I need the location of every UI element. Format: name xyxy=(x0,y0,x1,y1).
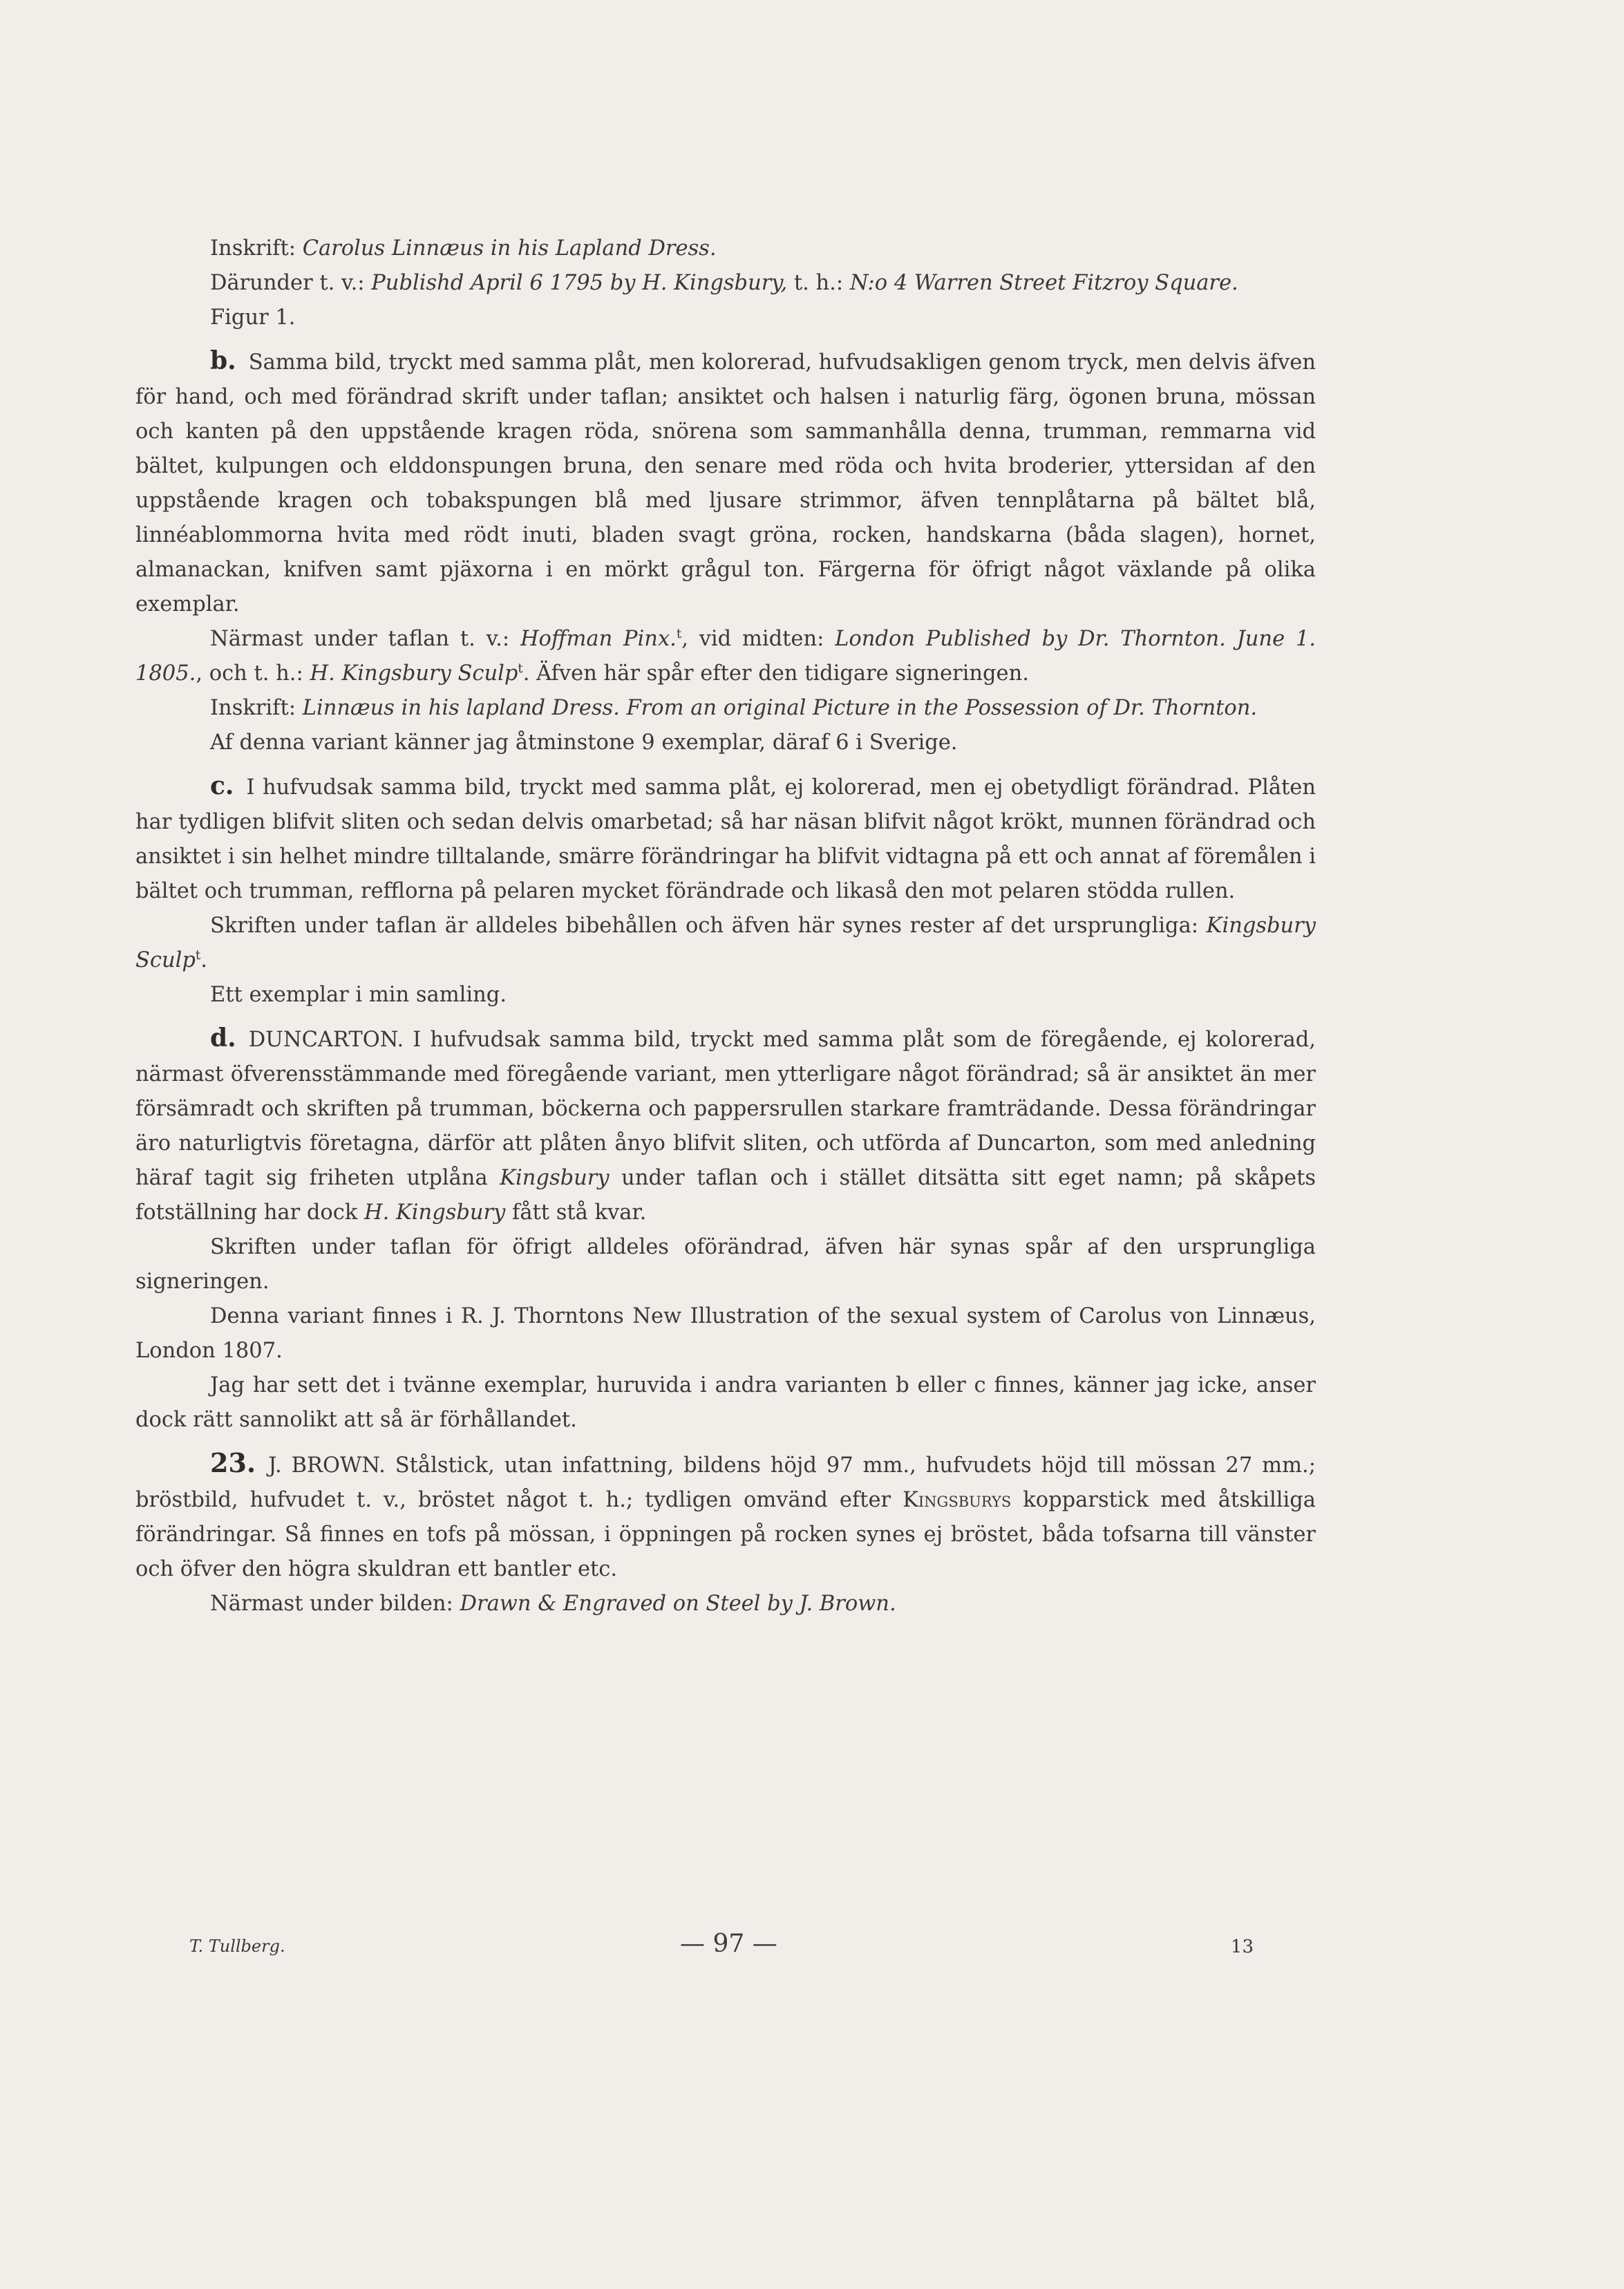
inscription-paragraph xyxy=(135,232,1316,266)
italic-text: Publishd April 6 1795 by H. Kingsbury, xyxy=(371,271,788,295)
section-heading: b. xyxy=(210,346,236,375)
text-span: . Äfven här spår efter den tidigare signeringen. xyxy=(522,661,1029,686)
italic-text: H. Kingsbury xyxy=(364,1200,506,1225)
collection-note: Ett exemplar i min samling. xyxy=(210,983,507,1007)
smallcaps-text: Kingsburys xyxy=(903,1488,1012,1512)
section-heading: c. xyxy=(210,771,234,800)
publisher-paragraph xyxy=(135,266,1316,301)
text-span: , vid midten: xyxy=(681,627,835,651)
page-body xyxy=(135,232,1316,1621)
text-span: I hufvudsak samma bild, tryckt med samma plåt, ej kolorerad, men ej obetydligt förändrad. Plåten har tydligen blifvit sliten och sedan delvis omarbetad; så har näsan blifvit något krökt, munnen förändrad och ansiktet i sin helhet mindre tilltalande, smärre förändringar ha blifvit vidtagna på ett och annat af föremålen i bältet och trumman, refflorna på pelaren mycket förändrade och likaså den mot pelaren stödda rullen. xyxy=(135,775,1316,903)
entry-number: 23. xyxy=(210,1447,256,1478)
italic-text: Hoffman Pinx. xyxy=(520,627,677,651)
page-footer xyxy=(189,1930,1254,1964)
italic-text: Linnæus in his lapland Dress. From an original Picture in the Possession of Dr. Thornton. xyxy=(302,696,1258,720)
superscript: t xyxy=(518,661,523,676)
text-span: under taflan och i stället ditsätta sitt eget namn; på skåpets fotställning har dock xyxy=(135,1166,1316,1225)
entry-23-paragraph xyxy=(135,1446,1316,1587)
text-span: Närmast under taflan t. v.: xyxy=(210,627,520,651)
text-span: Skriften under taflan är alldeles bibehållen och äfven här synes rester af det ursprungliga: xyxy=(210,914,1207,938)
figure-reference: Figur 1. xyxy=(210,305,296,330)
italic-text: N:o 4 Warren Street Fitzroy Square. xyxy=(849,271,1238,295)
signature-paragraph xyxy=(135,622,1316,691)
printer-name: T. Tullberg. xyxy=(189,1937,285,1956)
script-remnant-paragraph xyxy=(135,909,1316,978)
signature-mark: 13 xyxy=(1230,1937,1254,1957)
text-span: Närmast under bilden: xyxy=(210,1592,460,1616)
superscript: t xyxy=(676,626,682,641)
italic-text: H. Kingsbury Sculp xyxy=(310,661,518,686)
variant-b-paragraph xyxy=(135,343,1316,622)
italic-text: Drawn & Engraved on Steel by J. Brown. xyxy=(460,1592,896,1616)
text-span: . xyxy=(200,948,207,972)
page-number: — 97 — xyxy=(680,1930,777,1958)
text-span: , och t. h.: xyxy=(196,661,310,686)
text-span: Inskrift: xyxy=(210,696,303,720)
italic-text: Kingsbury Sculp xyxy=(135,914,1316,972)
italic-text: London Published by Dr. Thornton. June 1. 1805. xyxy=(135,627,1316,686)
variant-d-paragraph xyxy=(135,1021,1316,1230)
text-span: kopparstick med åtskilliga förändringar. Så finnes en tofs på mössan, i öppningen på rocken synes ej bröstet, båda tofsarna till vänster och öfver den högra skuldran ett bantler etc. xyxy=(135,1488,1316,1581)
script-paragraph: Skriften under taflan för öfrigt alldeles oförändrad, äfven här synas spår af den ursprungliga signeringen. xyxy=(135,1235,1316,1294)
text-span: Inskrift: xyxy=(210,236,303,261)
exemplar-note: Jag har sett det i tvänne exemplar, huruvida i andra varianten b eller c finnes, känner jag icke, anser dock rätt sannolikt att så är förhållandet. xyxy=(135,1373,1316,1432)
text-span: t. h.: xyxy=(787,271,850,295)
text-span: J. BROWN. Stålstick, utan infattning, bildens höjd 97 mm., hufvudets höjd till mössan 27 mm.; bröstbild, hufvudet t. v., bröstet något t. h.; tydligen omvänd efter xyxy=(135,1453,1316,1512)
superscript: t xyxy=(195,948,201,963)
text-span: Därunder t. v.: xyxy=(210,271,372,295)
variant-c-paragraph xyxy=(135,769,1316,909)
section-heading: d. xyxy=(210,1024,236,1053)
text-span: DUNCARTON. I hufvudsak samma bild, tryckt med samma plåt som de föregående, ej kolorerad, närmast öfverensstämmande med föregående variant, men ytterligare något förändrad; så är ansiktet än mer försämradt och skriften på trumman, böckerna och pappersrullen starkare framträdande. Dessa förändringar äro naturligtvis företagna, därför att plåten ånyo blifvit sliten, och utförda af Duncarton, som med anledning häraf tagit sig friheten utplåna xyxy=(135,1028,1316,1190)
italic-text: Carolus Linnæus in his Lapland Dress. xyxy=(302,236,717,261)
text-span: Samma bild, tryckt med samma plåt, men kolorerad, hufvudsakligen genom tryck, men delvis äfven för hand, och med förändrad skrift under taflan; ansiktet och halsen i naturlig färg, ögonen bruna, mössan och kanten på den uppstående kragen röda, snörena som sammanhålla denna, trumman, remmarna vid bältet, kulpungen och elddonspungen bruna, den senare med röda och hvita broderier, yttersidan af den uppstående kragen och tobakspungen blå med ljusare strimmor, äfven tennplåtarna på bältet blå, linnéablommorna hvita med rödt inuti, bladen svagt gröna, rocken, handskarna (båda slagen), hornet, almanackan, knifven samt pjäxorna i en mörkt grågul ton. Färgerna för öfrigt något växlande på olika exemplar. xyxy=(135,350,1316,616)
text-span: fått stå kvar. xyxy=(505,1200,647,1225)
inscription-paragraph xyxy=(135,691,1316,726)
exemplar-count-paragraph: Af denna variant känner jag åtminstone 9 exemplar, däraf 6 i Sverige. xyxy=(210,731,958,755)
engraver-paragraph xyxy=(135,1587,1316,1621)
source-paragraph: Denna variant finnes i R. J. Thorntons New Illustration of the sexual system of Carolus von Linnæus, London 1807. xyxy=(135,1304,1316,1363)
italic-text: Kingsbury xyxy=(500,1166,610,1190)
